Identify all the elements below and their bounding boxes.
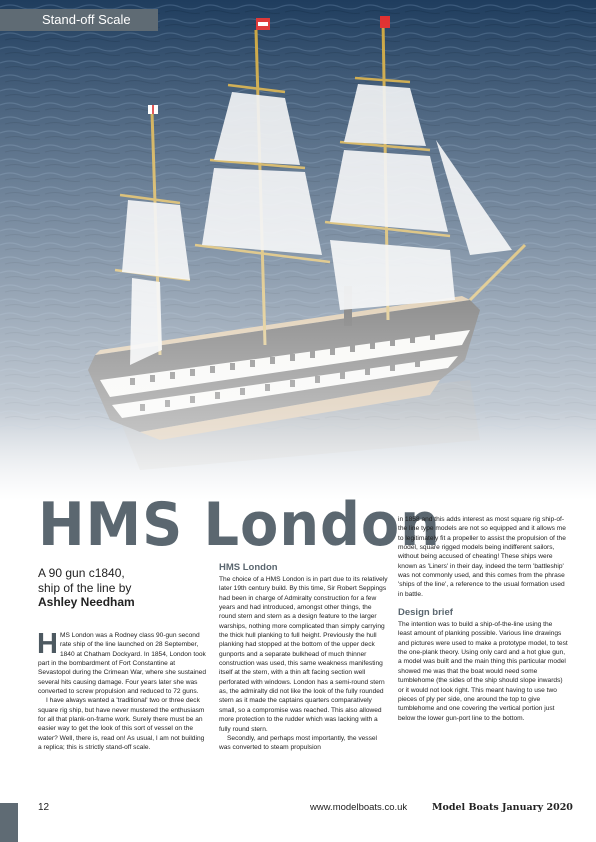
standfirst (38, 566, 210, 610)
body-paragraph: I have always wanted a 'traditional' two or three deck square rig ship, but have never mustered the enthusiasm for all that plank-on-frame work. Surely there must be an easier way to get the look of this sort of vessel on the water? Well, there is, read on! As usual, I am not building a replica; this is strictly stand-off scale. (38, 697, 205, 752)
subheading: HMS London (219, 562, 278, 573)
subheading: Design brief (398, 607, 453, 619)
page-number: 12 (38, 802, 50, 813)
footer-issue: Model Boats January 2020 (432, 802, 573, 813)
intro-text: MS London was a Rodney class 90-gun second rate ship of the line launched on 28 September, 1840 at Chatham Dockyard. In 1854, London took part in the bombardment of Fort Constantine at Sevastopol during the Crimean War, where she sustained several hits causing damage. Four years later she was converted to screw propulsion and reduced to 72 guns. (38, 632, 206, 696)
body-paragraph: The choice of a HMS London is in part due to its relatively later 19th century build. By this time, Sir Robert Seppings had been in charge of Admiralty construction for a few years and had introduced, amongst other things, the round stern and stern as a design feature to the larger warships, nothing more complicated than simply carrying the thick hull planking to full height. Previously the hull planking had stopped at the bottom of the upper deck gunports and a separate bulkhead of much thinner construction was used, this same weakness manifesting itself at the stern, with a thin aft facing section well perforated with windows. London has a semi-round stern as, the admiralty did not like the look of the fully rounded stern as it made the captains quarters comparatively small, so a compromise was reached. This also allowed more protection to the rudder which was lacking with a fully round stern. (219, 576, 388, 733)
section-label: Stand-off Scale (0, 9, 158, 31)
footer-accent-bar (0, 803, 18, 842)
article-column-1 (37, 628, 206, 752)
standfirst-line2: ship of the line by (38, 580, 132, 595)
article-headline: HMS London (38, 490, 441, 560)
article-column-2 (219, 562, 389, 753)
article-column-3 (398, 515, 568, 723)
standfirst-line1: A 90 gun c1840, (38, 566, 125, 580)
body-paragraph: in 1858 and this adds interest as most square rig ship-of-the line type models are not so equipped and it allows me to legitimately fit a propeller to assist the propulsion of the model, square rigged models being indifferent sailors, without being accused of cheating! These ships were known as 'Liners' in their day, indeed the term 'battleship' was not commonly used, and this comes from the phrase 'ships of the line', a reference to the usual formation used in battle. (398, 516, 566, 598)
author-name: Ashley Needham (38, 595, 135, 609)
body-paragraph: The intention was to build a ship-of-the-line using the least amount of planking possible. Various line drawings and pictures were used to make a prototype model, to test the one-plank theory. Using only card and a hot glue gun, a model was built and the main thing this particular model showed me was that the boat would need some tumblehome (the sides of the ship should slope inwards) or it would not look right. This meant having to use two pieces of ply per side, one around the top to give tumblehome and one covering the vertical portion just below the lower gun-port line to the bottom. (398, 621, 568, 722)
drop-cap: H (37, 628, 58, 660)
intro-paragraph (37, 628, 206, 696)
footer-website: www.modelboats.co.uk (310, 802, 408, 813)
body-paragraph: Secondly, and perhaps most importantly, the vessel was converted to steam propulsion (219, 734, 378, 752)
